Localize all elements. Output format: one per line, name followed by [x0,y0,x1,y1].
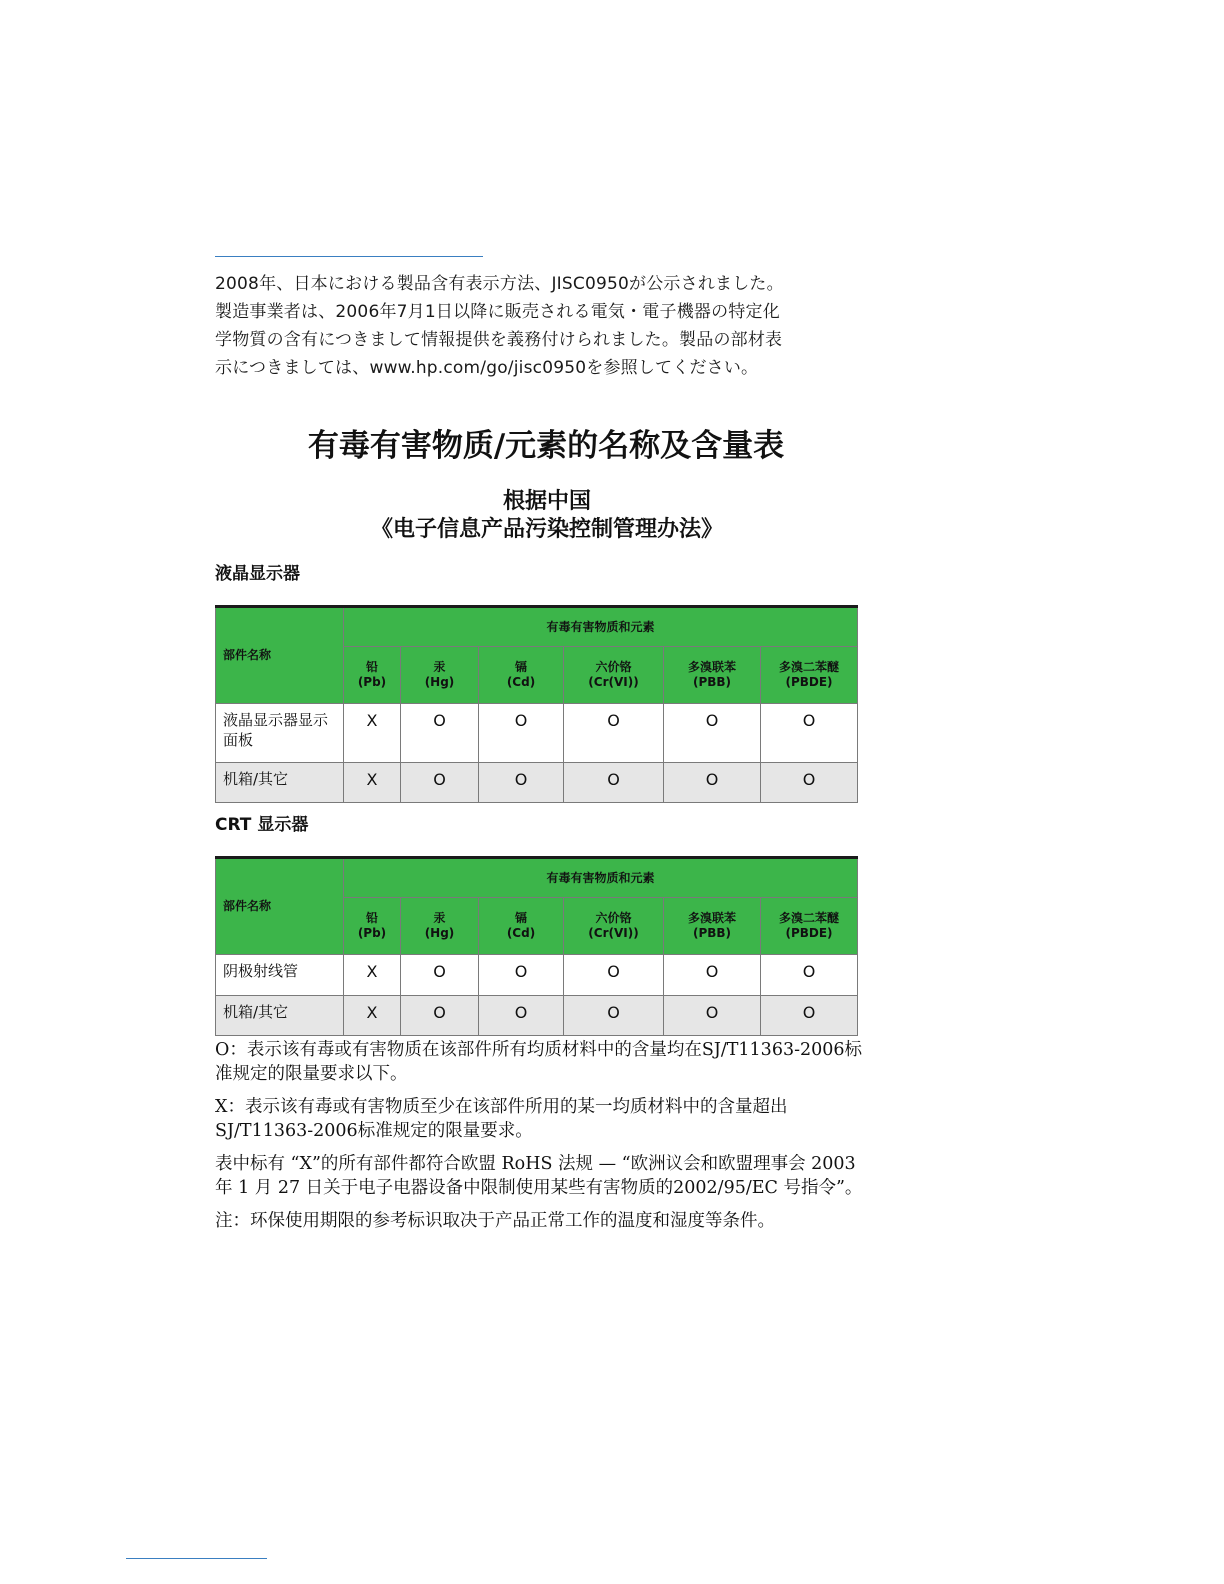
section-title-crt: CRT 显示器 [215,815,309,835]
value-cell: O [664,763,761,803]
table-row [216,704,858,763]
top-divider-line [215,256,483,257]
value-cell: O [479,704,564,763]
part-name-header: 部件名称 [216,858,344,955]
column-header-cr6: 六价铬 (Cr(VI)) [564,647,664,704]
value-cell: O [664,955,761,996]
page-title: 有毒有害物质/元素的名称及含量表 [307,428,785,464]
value-cell: O [761,955,858,996]
part-name-cell: 机箱/其它 [216,763,344,803]
subtitle-line-2: 《电子信息产品污染控制管理办法》 [370,517,723,542]
value-cell: O [664,996,761,1036]
note-environmental-period: 注：环保使用期限的参考标识取决于产品正常工作的温度和湿度等条件。 [215,1211,775,1231]
value-cell: O [401,955,479,996]
note-o-meaning: O：表示该有毒或有害物质在该部件所有均质材料中的含量均在SJ/T11363-2006标准规定的限量要求以下。 [215,1040,863,1084]
table-row [216,763,858,803]
substance-group-header: 有毒有害物质和元素 [344,858,858,898]
column-header-pb: 铅 (Pb) [344,898,401,955]
column-header-hg: 汞 (Hg) [401,898,479,955]
value-cell: O [761,996,858,1036]
value-cell: O [401,763,479,803]
value-cell: X [344,996,401,1036]
column-header-pbb: 多溴联苯 (PBB) [664,898,761,955]
column-header-cd: 镉 (Cd) [479,898,564,955]
note-x-meaning: X：表示该有毒或有害物质至少在该部件所用的某一均质材料中的含量超出SJ/T11363-2006标准规定的限量要求。 [215,1097,788,1141]
value-cell: X [344,955,401,996]
value-cell: O [479,763,564,803]
part-name-header: 部件名称 [216,607,344,704]
footnotes [215,1038,865,1242]
hazardous-substance-table-lcd [215,605,858,803]
value-cell: O [401,704,479,763]
value-cell: O [401,996,479,1036]
value-cell: O [564,704,664,763]
table-row [216,955,858,996]
value-cell: O [564,955,664,996]
value-cell: O [761,704,858,763]
page-subtitle [215,488,857,544]
value-cell: O [664,704,761,763]
column-header-pbde: 多溴二苯醚 (PBDE) [761,647,858,704]
value-cell: O [479,955,564,996]
subtitle-line-1: 根据中国 [502,489,591,514]
note-rohs-compliance: 表中标有 “X”的所有部件都符合欧盟 RoHS 法规 — “欧洲议会和欧盟理事会 2003 年 1 月 27 日关于电子电器设备中限制使用某些有害物质的2002/95/EC 号指令”。 [215,1154,863,1198]
part-name-cell: 阴极射线管 [216,955,344,996]
value-cell: O [479,996,564,1036]
hazardous-substance-table-crt [215,856,858,1036]
part-name-cell: 液晶显示器显示面板 [216,704,344,763]
column-header-pbb: 多溴联苯 (PBB) [664,647,761,704]
column-header-pbde: 多溴二苯醚 (PBDE) [761,898,858,955]
value-cell: X [344,704,401,763]
substance-group-header: 有毒有害物质和元素 [344,607,858,647]
column-header-cr6: 六价铬 (Cr(VI)) [564,898,664,955]
section-title-lcd: 液晶显示器 [215,564,300,584]
column-header-pb: 铅 (Pb) [344,647,401,704]
column-header-hg: 汞 (Hg) [401,647,479,704]
value-cell: X [344,763,401,803]
intro-paragraph [215,270,795,382]
value-cell: O [761,763,858,803]
intro-text: 2008年、日本における製品含有表示方法、JISC0950が公示されました。製造事業者は、2006年7月1日以降に販売される電気・電子機器の特定化学物質の含有につきまして情報提供を義務付けられました。製品の部材表示につきましては、www.hp.com/go/jisc0950を参照してください。 [215,274,784,378]
part-name-cell: 机箱/其它 [216,996,344,1036]
bottom-divider-line [126,1558,267,1559]
column-header-cd: 镉 (Cd) [479,647,564,704]
table-row [216,996,858,1036]
value-cell: O [564,996,664,1036]
value-cell: O [564,763,664,803]
